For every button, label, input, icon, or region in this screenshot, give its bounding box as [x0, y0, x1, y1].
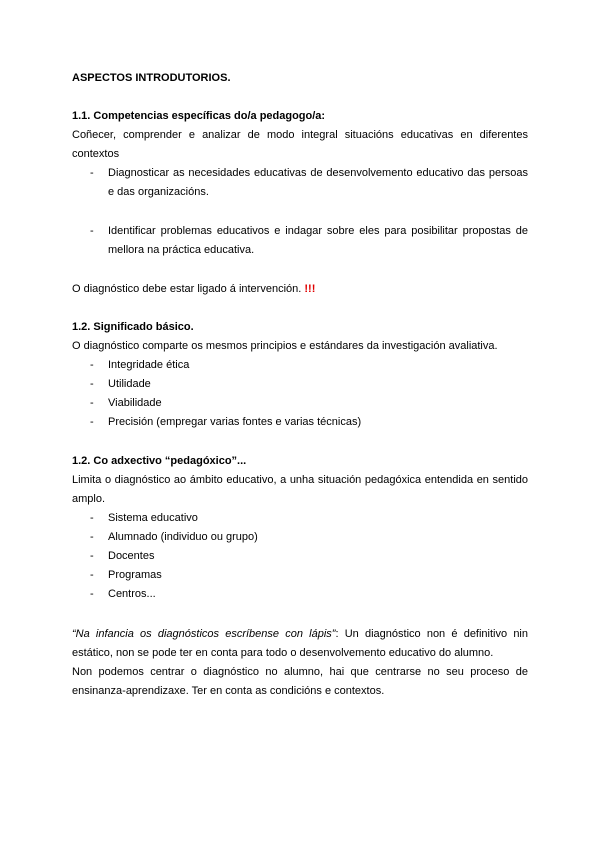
list-item: - Alumnado (individuo ou grupo) — [90, 531, 258, 543]
quote-text: “Na infancia os diagnósticos escríbense con lápis” — [72, 628, 336, 640]
section-3-list — [72, 509, 528, 604]
list-item: - Integridade ética — [90, 359, 190, 371]
section-1-intro: Coñecer, comprender e analizar de modo integral situacións educativas en diferentes contextos — [72, 129, 528, 160]
list-item: - Programas — [90, 569, 162, 581]
section-3-title: 1.2. Co adxectivo “pedagóxico”... — [72, 455, 247, 467]
list-item: - Docentes — [90, 550, 155, 562]
section-2-list — [72, 356, 528, 432]
section-1-note: O diagnóstico debe estar ligado á intervención. !!! — [72, 283, 316, 295]
section-3-intro: Limita o diagnóstico ao ámbito educativo, a unha situación pedagóxica entendida en sentido amplo. — [72, 474, 528, 505]
list-item: - Sistema educativo — [90, 512, 198, 524]
document-heading: ASPECTOS INTRODUTORIOS. — [72, 72, 231, 84]
list-item: - Centros... — [90, 588, 156, 600]
list-item: - Viabilidade — [90, 397, 162, 409]
closing-paragraph: Non podemos centrar o diagnóstico no alumno, hai que centrarse no seu proceso de ensinanza-aprendizaxe. Ter en conta as condicións e contextos. — [72, 666, 528, 697]
list-item: - Identificar problemas educativos e indagar sobre eles para posibilitar propostas de mellora na práctica educativa. — [90, 225, 528, 256]
section-2-title: 1.2. Significado básico. — [72, 321, 194, 333]
section-1-list-2 — [72, 222, 528, 260]
section-1-title: 1.1. Competencias específicas do/a pedagogo/a: — [72, 110, 326, 122]
closing-quote-paragraph: “Na infancia os diagnósticos escríbense con lápis”: Un diagnóstico non é definitivo nin estático, non se pode ter en conta para todo o desenvolvemento educativo do alumno. — [72, 628, 528, 659]
list-item: - Diagnosticar as necesidades educativas de desenvolvemento educativo das persoas e das organizacións. — [90, 167, 528, 198]
emphasis-mark: !!! — [304, 283, 316, 295]
section-2-intro: O diagnóstico comparte os mesmos principios e estándares da investigación avaliativa. — [72, 340, 498, 352]
list-item: - Precisión (empregar varias fontes e varias técnicas) — [90, 416, 362, 428]
list-item: - Utilidade — [90, 378, 151, 390]
section-1-list — [72, 164, 528, 202]
